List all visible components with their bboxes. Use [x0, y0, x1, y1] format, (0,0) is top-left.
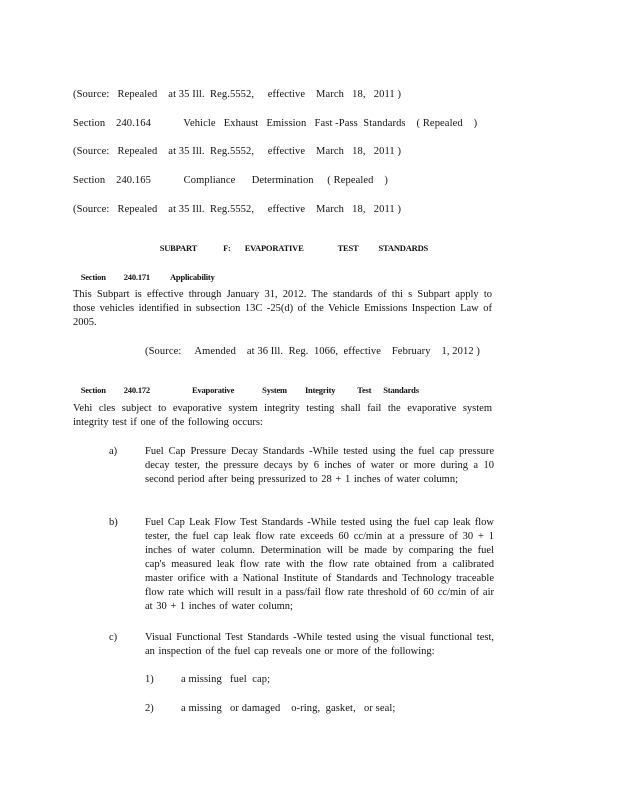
section-172-word-4: Test — [357, 385, 372, 395]
section-171-body: This Subpart is effective through January 31, 2012. The standards of thi s Subpart apply to those vehicles identified in subsection 13C -25(d) of the Vehicle Emissions Inspection Law of 2005. — [73, 289, 492, 328]
section-172-number: 240.172 — [123, 385, 150, 395]
subpart-word-2: TEST — [337, 243, 359, 253]
subpart-word-1: EVAPORATIVE — [244, 243, 304, 253]
section-172-label: Section — [80, 385, 106, 395]
subitem-text-2: a missing or damaged o-ring, gasket, or seal; — [181, 703, 396, 714]
section-172-word-3: Integrity — [304, 385, 336, 395]
subitem-label-2: 2) — [145, 703, 154, 714]
section-172-intro: Vehi cles subject to evaporative system integrity testing shall fail the evaporative system integrity test if one of the following occurs: — [73, 403, 492, 428]
subpart-word-3: STANDARDS — [378, 243, 429, 253]
section-172-heading — [73, 375, 419, 405]
subpart-letter: F: — [223, 243, 231, 253]
section-165-heading: Section 240.165 Compliance Determination ( Repealed ) — [73, 175, 388, 186]
subitem-text-1: a missing fuel cap; — [181, 674, 271, 685]
section-171-title: Applicability — [169, 272, 215, 282]
item-label-c: c) — [109, 632, 118, 643]
section-172-word-5: Standards — [383, 385, 419, 395]
section-171-source: (Source: Amended at 36 Ill. Reg. 1066, effective February 1, 2012 ) — [145, 346, 480, 357]
item-text-c: Visual Functional Test Standards -While tested using the visual functional test, an inspection of the fuel cap reveals one or more of the following: — [145, 632, 494, 657]
section-164-heading: Section 240.164 Vehicle Exhaust Emission Fast -Pass Standards ( Repealed ) — [73, 118, 478, 129]
item-text-b: Fuel Cap Leak Flow Test Standards -While tested using the fuel cap leak flow tester, the fuel cap leak flow rate exceeds 60 cc/min at a pressure of 30 + 1 inches of water column. Determination will be made by comparing the fuel cap's measured leak flow rate with the flow rate obtained from a calibrated master orifice with a National Institute of Standards and Technology traceable flow rate which will result in a pass/fail flow rate threshold of 60 cc/min of air at 30 + 1 inches of water column; — [145, 517, 494, 612]
subitem-label-1: 1) — [145, 674, 154, 685]
subpart-label: SUBPART — [159, 243, 198, 253]
section-171-number: 240.171 — [123, 272, 150, 282]
section-172-word-1: Evaporative — [191, 385, 235, 395]
subpart-heading — [152, 233, 442, 263]
source-note-3: (Source: Repealed at 35 Ill. Reg.5552, effective March 18, 2011 ) — [73, 204, 402, 215]
source-note-1: (Source: Repealed at 35 Ill. Reg.5552, effective March 18, 2011 ) — [73, 89, 402, 100]
source-note-2: (Source: Repealed at 35 Ill. Reg.5552, effective March 18, 2011 ) — [73, 146, 402, 157]
section-171-label: Section — [80, 272, 106, 282]
item-label-b: b) — [109, 517, 118, 528]
section-172-word-2: System — [262, 385, 287, 395]
item-text-a: Fuel Cap Pressure Decay Standards -While tested using the fuel cap pressure decay tester, the pressure decays by 6 inches of water or more during a 10 second period after being pressurized to 28 + 1 inches of water column; — [145, 446, 494, 485]
item-label-a: a) — [109, 446, 118, 457]
